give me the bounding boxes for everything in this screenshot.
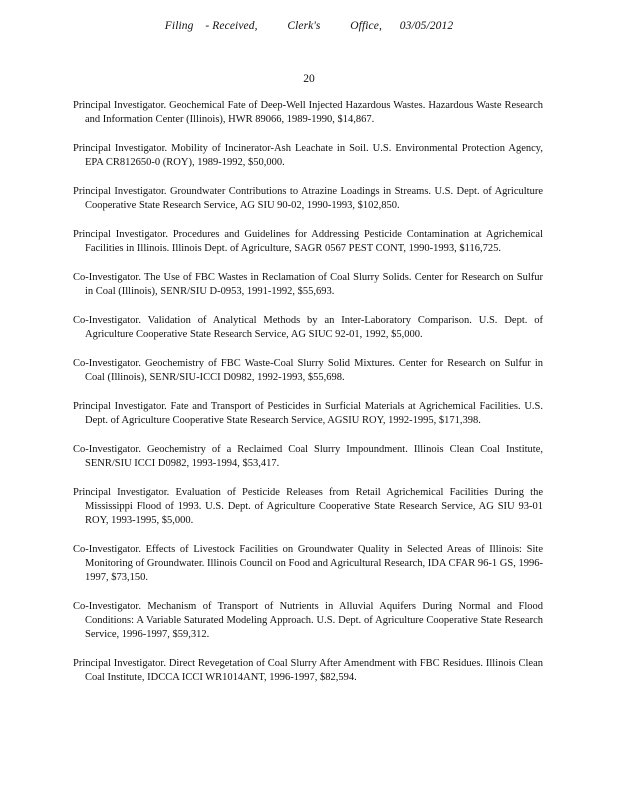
grant-entry: Co-Investigator. Geochemistry of FBC Waste-Coal Slurry Solid Mixtures. Center for Research on Sulfur in Coal (Illinois), SENR/SIU-ICCI D0982, 1992-1993, $55,698. <box>73 358 543 383</box>
grant-list <box>73 99 543 700</box>
page-number: 20 <box>303 73 315 85</box>
grant-entry: Principal Investigator. Procedures and Guidelines for Addressing Pesticide Contamination at Agrichemical Facilities in Illinois. Illinois Dept. of Agriculture, SAGR 0567 PEST CONT, 1990-1993, $116,725. <box>73 229 543 254</box>
grant-entry: Principal Investigator. Fate and Transport of Pesticides in Surficial Materials at Agrichemical Facilities. U.S. Dept. of Agriculture Cooperative State Research Service, AGSIU ROY, 1992-1995, $171,398. <box>73 401 543 426</box>
grant-entry: Co-Investigator. The Use of FBC Wastes in Reclamation of Coal Slurry Solids. Center for Research on Sulfur in Coal (Illinois), SENR/SIU D-0953, 1991-1992, $55,693. <box>73 272 543 297</box>
grant-entry: Co-Investigator. Validation of Analytical Methods by an Inter-Laboratory Comparison. U.S. Dept. of Agriculture Cooperative State Research Service, AG SIUC 92-01, 1992, $5,000. <box>73 315 543 340</box>
grant-entry: Principal Investigator. Geochemical Fate of Deep-Well Injected Hazardous Wastes. Hazardous Waste Research and Information Center (Illinois), HWR 89066, 1989-1990, $14,867. <box>73 100 543 125</box>
grant-entry: Co-Investigator. Geochemistry of a Reclaimed Coal Slurry Impoundment. Illinois Clean Coal Institute, SENR/SIU ICCI D0982, 1993-1994, $53,417. <box>73 444 543 469</box>
grant-entry: Principal Investigator. Groundwater Contributions to Atrazine Loadings in Streams. U.S. Dept. of Agriculture Cooperative State Research Service, AG SIU 90-02, 1990-1993, $102,850. <box>73 186 543 211</box>
filing-header: Filing - Received, Clerk's Office, 03/05/2012 <box>164 20 454 32</box>
grant-entry: Co-Investigator. Effects of Livestock Facilities on Groundwater Quality in Selected Areas of Illinois: Site Monitoring of Groundwater. Illinois Council on Food and Agricultural Research, IDA CFAR 96-1 GS, 1996-1997, $73,150. <box>73 544 543 583</box>
grant-entry: Co-Investigator. Mechanism of Transport of Nutrients in Alluvial Aquifers During Normal and Flood Conditions: A Variable Saturated Modeling Approach. U.S. Dept. of Agriculture Cooperative State Research Service, 1996-1997, $59,312. <box>73 601 543 640</box>
grant-entry: Principal Investigator. Evaluation of Pesticide Releases from Retail Agrichemical Facilities During the Mississippi Flood of 1993. U.S. Dept. of Agriculture Cooperative State Research Service, AG SIU 93-01 ROY, 1993-1995, $5,000. <box>73 487 543 526</box>
grant-entry: Principal Investigator. Mobility of Incinerator-Ash Leachate in Soil. U.S. Environmental Protection Agency, EPA CR812650-0 (ROY), 1989-1992, $50,000. <box>73 143 543 168</box>
grant-entry: Principal Investigator. Direct Revegetation of Coal Slurry After Amendment with FBC Residues. Illinois Clean Coal Institute, IDCCA ICCI WR1014ANT, 1996-1997, $82,594. <box>73 658 543 683</box>
